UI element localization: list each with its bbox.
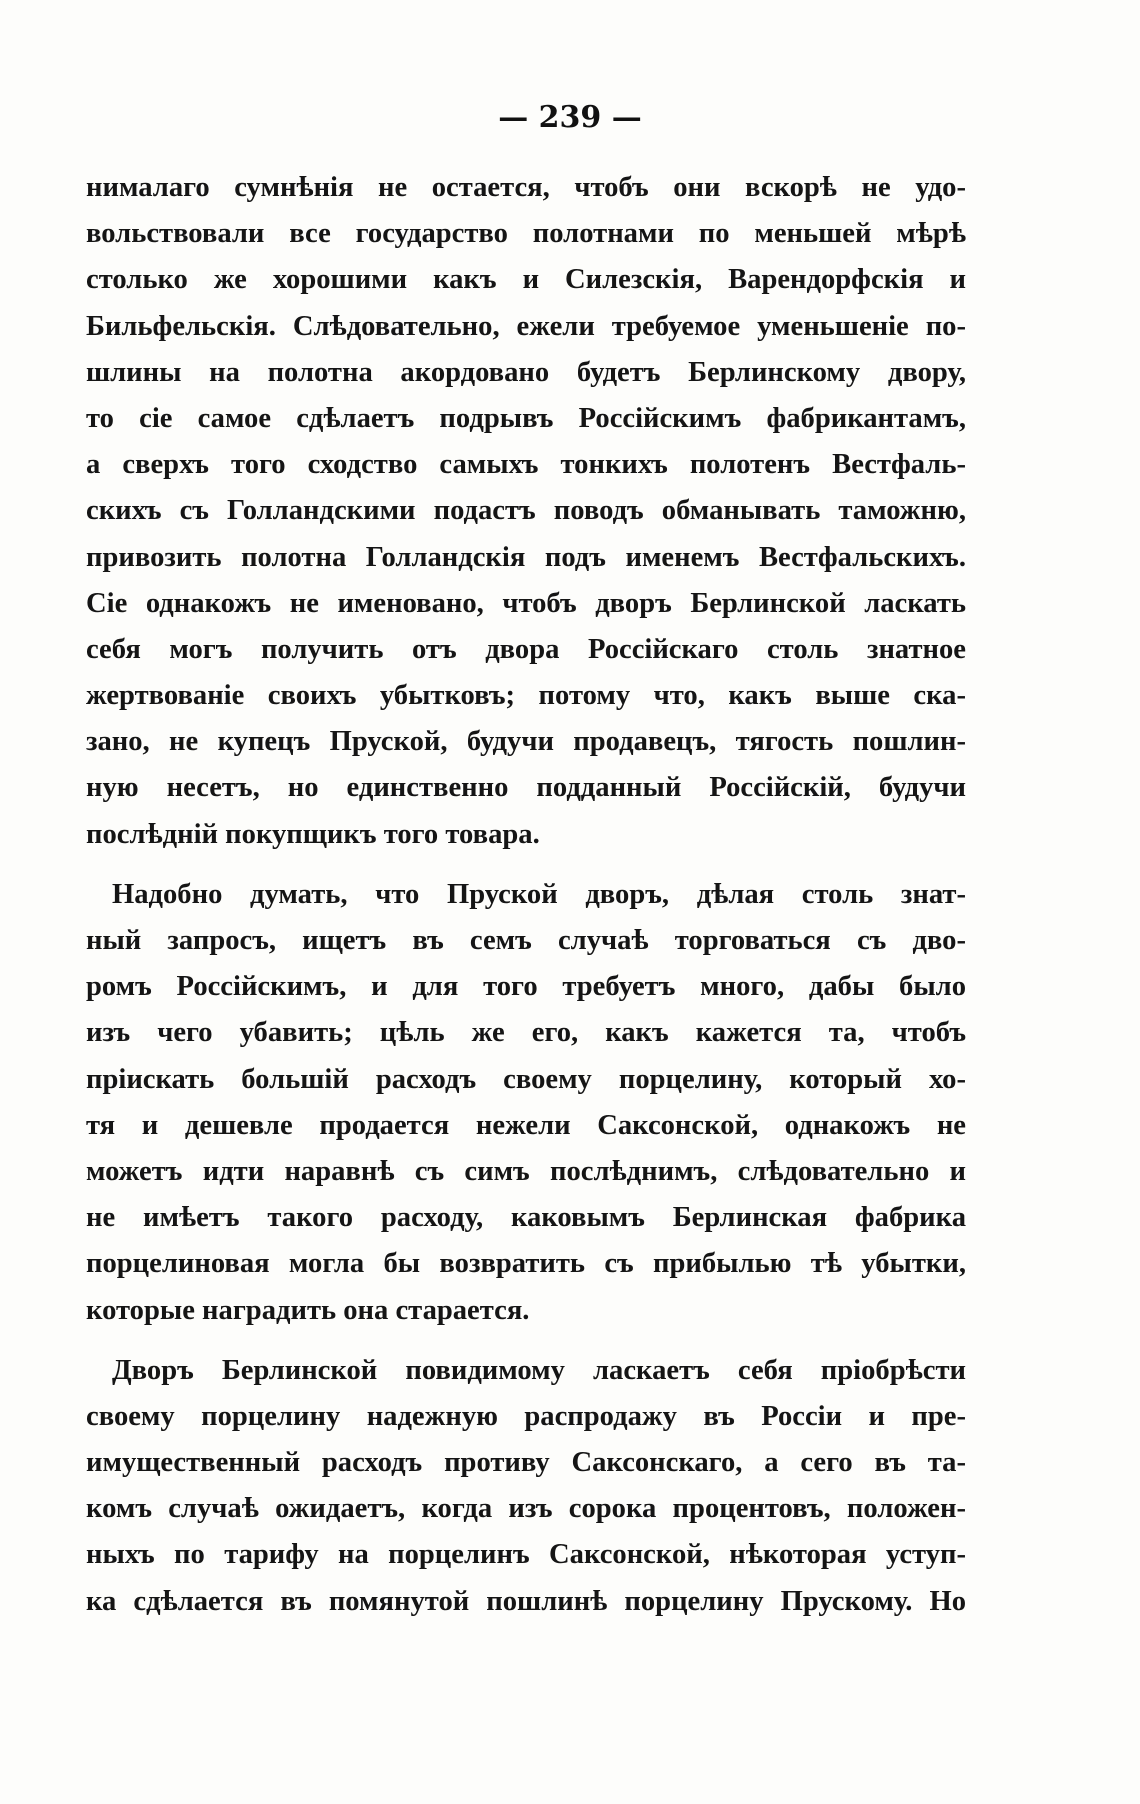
- text-line: скихъ съ Голландскими подастъ поводъ обманывать таможню,: [86, 495, 966, 527]
- paragraph: [86, 872, 966, 1334]
- text-line: ромъ Россійскимъ, и для того требуетъ много, дабы было: [86, 971, 966, 1003]
- text-line: можетъ идти наравнѣ съ симъ послѣднимъ, слѣдовательно и: [86, 1155, 966, 1187]
- text-line: Надобно думать, что Пруской дворъ, дѣлая столь знат-: [112, 878, 966, 910]
- text-line: пріискать большій расходъ своему порцелину, который хо-: [86, 1063, 966, 1095]
- text-line: Сіе однакожъ не именовано, чтобъ дворъ Берлинской ласкать: [86, 587, 966, 619]
- text-line: нималаго сумнѣнія не остается, чтобъ они вскорѣ не удо-: [86, 172, 966, 203]
- text-line: вольствовали все государство полотнами по меньшей мѣрѣ: [86, 218, 966, 250]
- text-line: которые наградить она старается.: [86, 1294, 530, 1326]
- text-line: порцелиновая могла бы возвратить съ прибылью тѣ убытки,: [86, 1248, 966, 1280]
- text-line: ныхъ по тарифу на порцелинъ Саксонской, нѣкоторая уступ-: [86, 1539, 966, 1571]
- text-line: то сіе самое сдѣлаетъ подрывъ Россійскимъ фабрикантамъ,: [86, 402, 966, 434]
- text-line: привозить полотна Голландскія подъ именемъ Вестфальскихъ.: [86, 541, 966, 573]
- text-line: шлины на полотна акордовано будетъ Берлинскому двору,: [86, 356, 966, 388]
- paragraph-gap: [86, 1334, 966, 1348]
- paragraph: [86, 165, 966, 858]
- text-line: имущественный расходъ противу Саксонскаго, а сего въ та-: [86, 1447, 966, 1479]
- text-line: зано, не купецъ Пруской, будучи продавецъ, тягость пошлин-: [86, 726, 966, 758]
- text-line: своему порцелину надежную распродажу въ Россіи и пре-: [86, 1400, 966, 1432]
- text-line: Бильфельскія. Слѣдовательно, ежели требуемое уменьшеніе по-: [86, 310, 966, 342]
- text-line: не имѣетъ такого расходу, каковымъ Берлинская фабрика: [86, 1202, 966, 1234]
- text-line: Дворъ Берлинской повидимому ласкаетъ себя пріобрѣсти: [112, 1354, 966, 1386]
- paragraph-gap: [86, 858, 966, 872]
- page-number: — 239 —: [498, 100, 642, 135]
- body-text: [86, 165, 966, 1625]
- text-line: ный запросъ, ищетъ въ семъ случаѣ торговаться съ дво-: [86, 925, 966, 956]
- text-line: комъ случаѣ ожидаетъ, когда изъ сорока процентовъ, положен-: [86, 1493, 966, 1525]
- text-line: ка сдѣлается въ помянутой пошлинѣ порцелину Прускому. Но: [86, 1585, 966, 1617]
- text-line: а сверхъ того сходство самыхъ тонкихъ полотенъ Вестфаль-: [86, 449, 966, 481]
- text-line: изъ чего убавить; цѣль же его, какъ кажется та, чтобъ: [86, 1017, 966, 1049]
- paragraph: [86, 1348, 966, 1625]
- text-line: жертвованіе своихъ убытковъ; потому что, какъ выше ска-: [86, 680, 966, 712]
- text-line: столько же хорошими какъ и Силезскія, Варендорфскія и: [86, 264, 966, 296]
- text-line: послѣдній покупщикъ того товара.: [86, 818, 540, 850]
- text-line: ную несетъ, но единственно подданный Россійскій, будучи: [86, 772, 966, 804]
- text-line: тя и дешевле продается нежели Саксонской, однакожъ не: [86, 1109, 966, 1141]
- text-line: себя могъ получить отъ двора Россійскаго столь знатное: [86, 633, 966, 665]
